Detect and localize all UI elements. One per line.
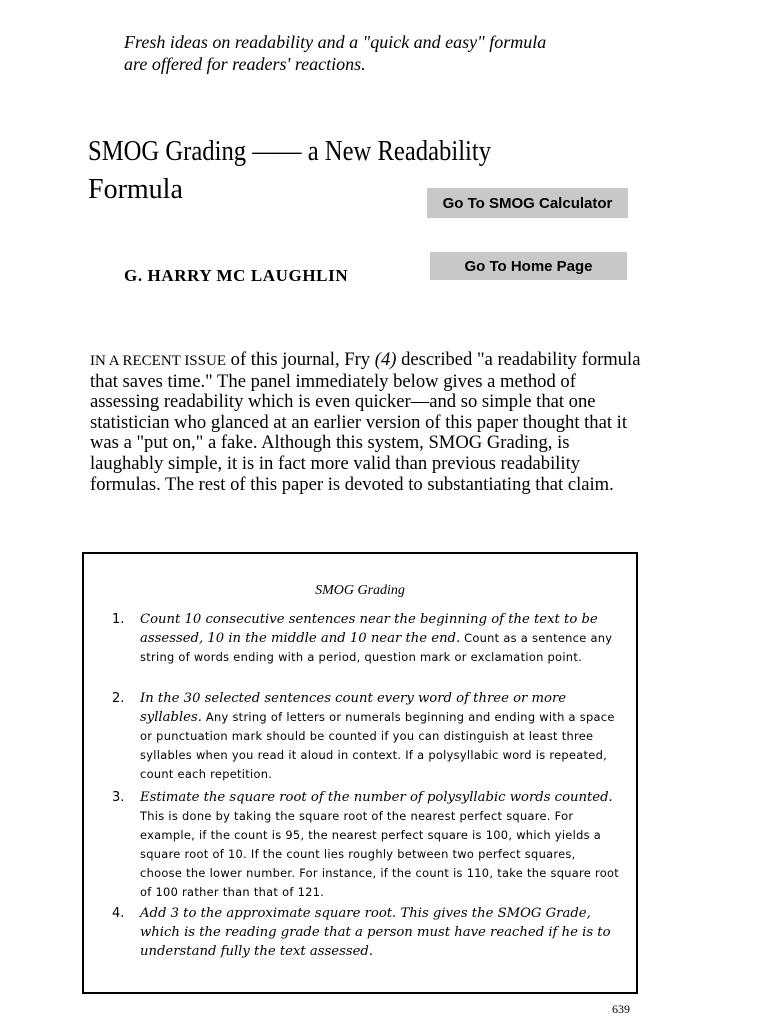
step-detail: This is done by taking the square root of the nearest perfect square. For example, if the count is 95, the nearest perfect square is 100, which yields a square root of 10. If the count lies roughly between two perfect squares, choose the lower number. For instance, if the count is 110, take the square root of 100 rather than that of 121.	[140, 809, 620, 899]
step-number: 2.	[112, 691, 125, 706]
step-text	[140, 788, 620, 902]
intro-paragraph	[90, 350, 645, 495]
step-detail: Count as a sentence any string of words ending with a period, question mark or exclamation point.	[140, 631, 613, 664]
step-instruction: Add 3 to the approximate square root. This gives the SMOG Grade, which is the reading grade that a person must have reached if he is to understand fully the text assessed.	[140, 906, 611, 959]
intro-line-1: Fresh ideas on readability and a "quick and easy" formula	[124, 32, 547, 52]
step-instruction: Count 10 consecutive sentences near the beginning of the text to be assessed, 10 in the middle and 10 near the end.	[140, 612, 598, 646]
page-number: 639	[612, 1002, 630, 1016]
step-detail: Any string of letters or numerals beginning and ending with a space or punctuation mark should be counted if you can distinguish at least three syllables when you read it aloud in context. If a polysyllabic word is repeated, count each repetition.	[140, 710, 615, 781]
smog-calculator-button[interactable]: Go To SMOG Calculator	[427, 188, 628, 218]
step-instruction: Estimate the square root of the number of polysyllabic words counted.	[140, 790, 613, 805]
step-number: 4.	[112, 906, 125, 921]
author-name: G. HARRY MC LAUGHLIN	[124, 266, 349, 285]
step-text	[140, 904, 620, 961]
smog-grading-panel	[82, 552, 638, 994]
step-instruction: In the 30 selected sentences count every word of three or more syllables.	[140, 691, 567, 725]
reference-citation: (4)	[374, 349, 397, 370]
step-number: 3.	[112, 790, 125, 805]
intro-line-2: are offered for readers' reactions.	[124, 54, 366, 74]
step-text	[140, 610, 620, 667]
intro-note	[124, 31, 664, 75]
lead-in: IN A RECENT ISSUE	[90, 353, 226, 369]
home-page-button[interactable]: Go To Home Page	[430, 252, 627, 280]
title-line-1: SMOG Grading —— a New Readability	[88, 136, 492, 167]
step-number: 1.	[112, 612, 125, 627]
paragraph-text-2: described "a readability formula that saves time." The panel immediately below gives a method of assessing readability which is even quicker—and so simple that one statistician who glanced at an earlier version of this paper thought that it was a "put on," a fake. Although this system, SMOG Grading, is laughably simple, it is in fact more valid than previous readability formulas. The rest of this paper is devoted to substantiating that claim.	[90, 349, 641, 495]
step-text	[140, 689, 620, 784]
paragraph-text-1: of this journal, Fry	[226, 349, 375, 370]
title-line-2: Formula	[88, 174, 183, 205]
panel-title: SMOG Grading	[315, 583, 405, 598]
